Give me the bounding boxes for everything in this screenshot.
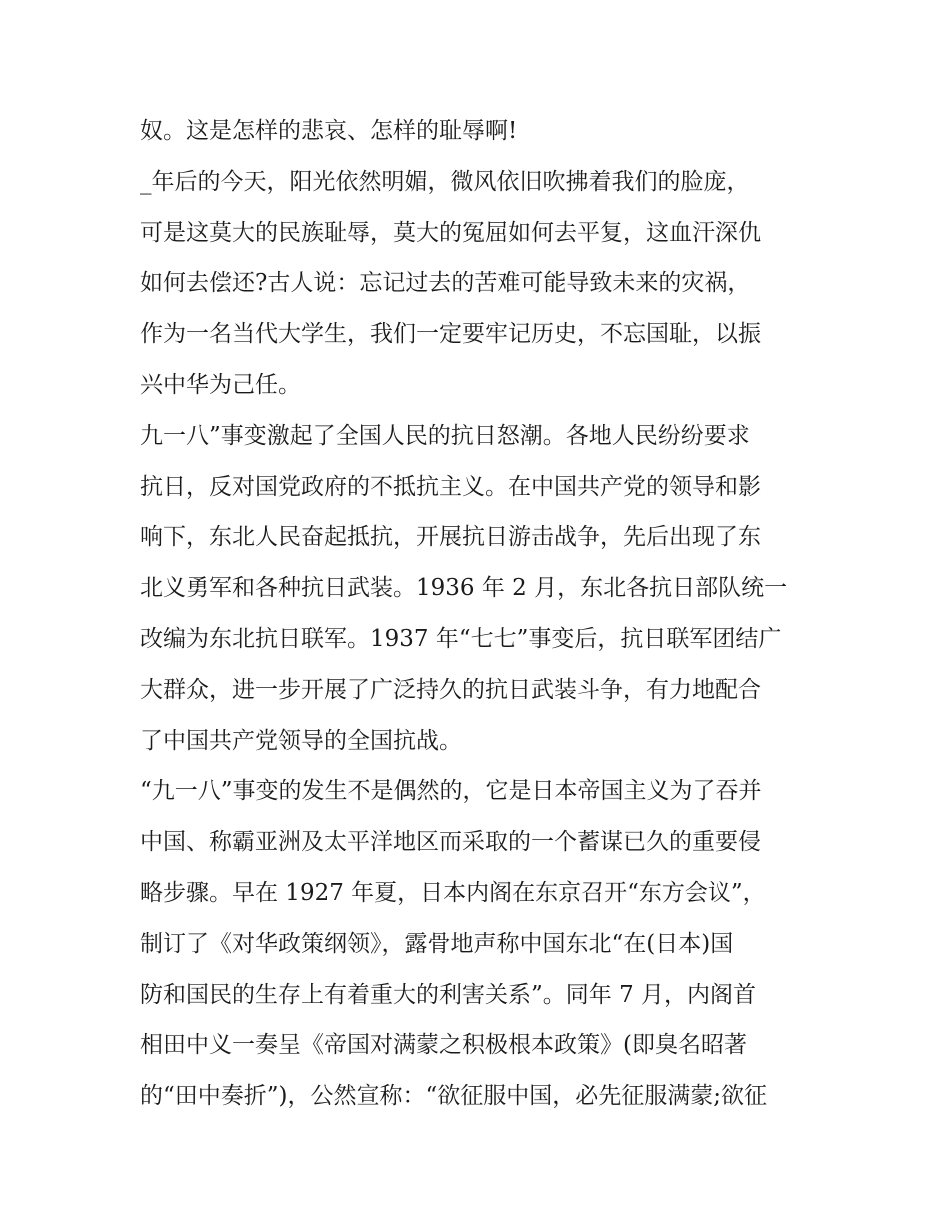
text-line: 奴。这是怎样的悲哀、怎样的耻辱啊! [140,118,518,144]
text-line: 防和国民的生存上有着重大的利害关系”。同年 7 月，内阁首 [140,981,757,1008]
text-line: 的“田中奏折”)，公然宣称：“欲征服中国，必先征服满蒙;欲征 [140,1083,767,1110]
text-line: 抗日，反对国党政府的不抵抗主义。在中国共产党的领导和影 [140,473,761,500]
text-line: 可是这莫大的民族耻辱，莫大的冤屈如何去平复，这血汗深仇 [140,219,761,246]
text-line: 了中国共产党领导的全国抗战。 [140,727,462,754]
text-line: 如何去偿还?古人说：忘记过去的苦难可能导致未来的灾祸， [140,270,751,297]
text-line: _年后的今天，阳光依然明媚，微风依旧吹拂着我们的脸庞， [140,168,750,195]
text-line: 九一八”事变激起了全国人民的抗日怒潮。各地人民纷纷要求 [140,422,750,449]
text-line: 改编为东北抗日联军。1937 年“七七”事变后，抗日联军团结广 [140,625,782,652]
text-line: 中国、称霸亚洲及太平洋地区而采取的一个蓄谋已久的重要侵 [140,829,761,856]
text-line: 兴中华为己任。 [140,371,301,398]
text-line: 略步骤。早在 1927 年夏，日本内阁在东京召开“东方会议”， [140,879,766,906]
text-line: 作为一名当代大学生，我们一定要牢记历史，不忘国耻，以振 [140,321,761,348]
text-line: 大群众，进一步开展了广泛持久的抗日武装斗争，有力地配合 [140,676,761,703]
text-line: “九一八”事变的发生不是偶然的，它是日本帝国主义为了吞并 [140,778,762,805]
text-line: 响下，东北人民奋起抵抗，开展抗日游击战争，先后出现了东 [140,524,761,551]
text-line: 北义勇军和各种抗日武装。1936 年 2 月，东北各抗日部队统一 [140,575,788,602]
text-line: 相田中义一奏呈《帝国对满蒙之积极根本政策》(即臭名昭著 [140,1032,747,1059]
document-body [140,106,820,1122]
text-line: 制订了《对华政策纲领》，露骨地声称中国东北“在(日本)国 [140,930,734,957]
